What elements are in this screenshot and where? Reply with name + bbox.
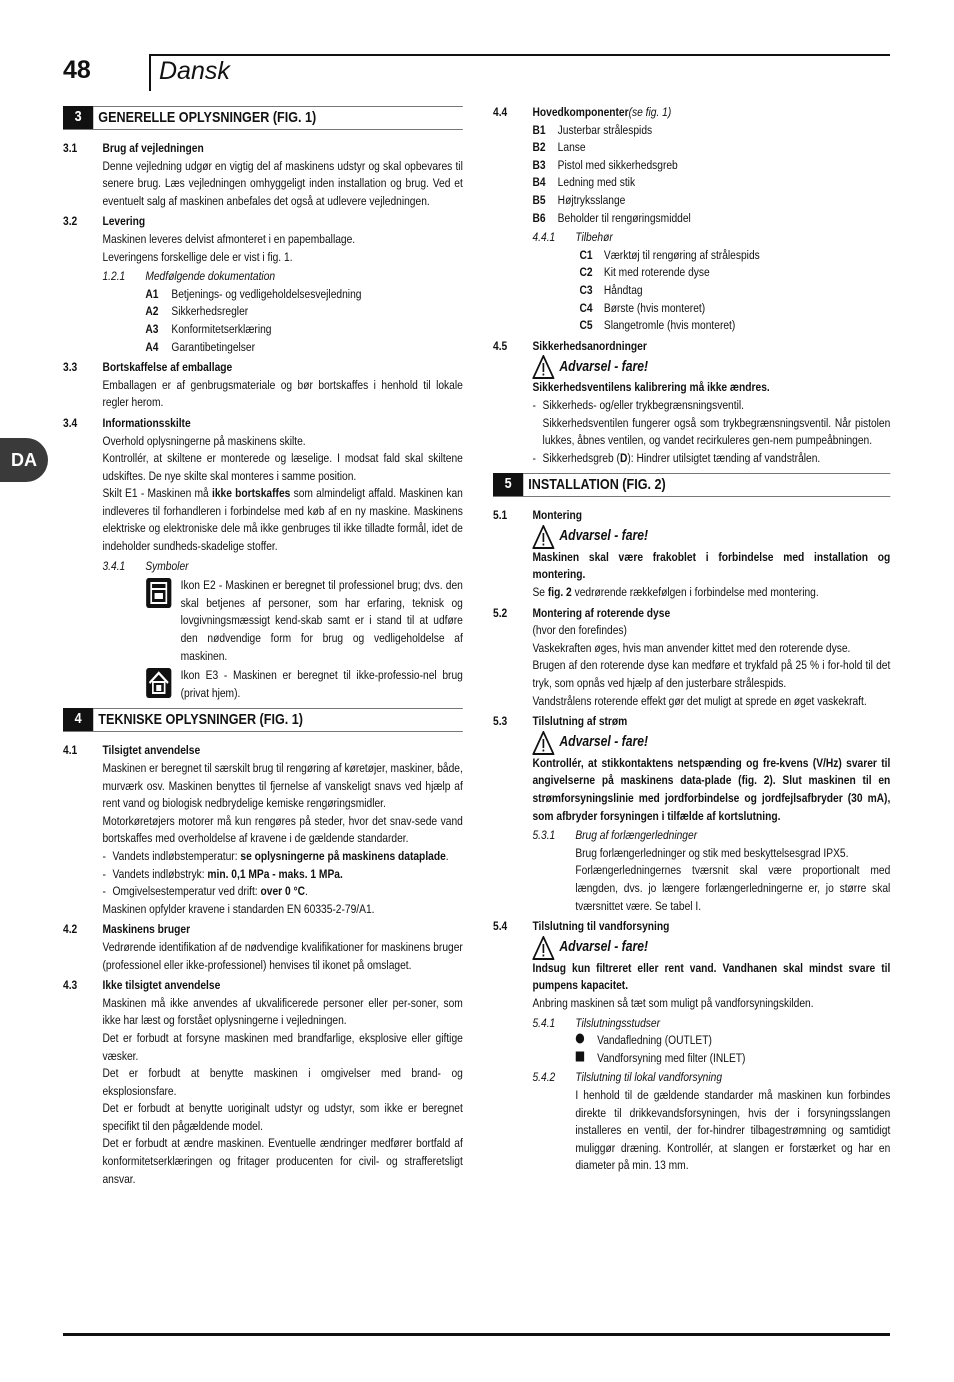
list-item: B5 Højtryksslange bbox=[532, 192, 626, 207]
heading-4-1: 4.1 Tilsigtet anvendelse bbox=[63, 743, 201, 758]
section-3-header: 3 GENERELLE OPLYSNINGER (FIG. 1) bbox=[63, 106, 463, 130]
paragraph: Vandstrålens roterende effekt gør det muligt at sprede en øget vaskekraft. bbox=[532, 693, 867, 708]
heading-5-4-2: 5.4.2 Tilslutning til lokal vandforsyning bbox=[532, 1070, 723, 1085]
paragraph: Det er forbudt at ændre maskinen. Eventuelle ændringer medfører bortfald af konformitetserklæringen og fritager producenten for civil- og strafferetsligt ansvar. bbox=[102, 1136, 463, 1186]
paragraph: Vedrørende identifikation af de nødvendige kvalifikationer for maskinens bruger (professionel eller ikke-professionel) henvises til ikonet på omslaget. bbox=[102, 939, 463, 972]
page-number: 48 bbox=[63, 56, 91, 84]
heading-4-4-1: 4.4.1 Tilbehør bbox=[532, 230, 613, 245]
bullet-item: - Vandets indløbstemperatur: se oplysningerne på maskinens dataplade. bbox=[102, 848, 449, 863]
home-use-icon bbox=[145, 667, 172, 699]
warning-icon bbox=[532, 936, 554, 960]
heading-1-2-1: 1.2.1 Medfølgende dokumentation bbox=[102, 269, 276, 284]
paragraph: Sikkerhedsventilen fungerer også som trykbegrænsningsventil. Når pistolen lukkes, åbnes ventilen, og vandet recirkuleres gen-nem pumpeåbningen. bbox=[542, 415, 891, 448]
paragraph: Brugen af den roterende dyse kan medføre et trykfald på 25 % i for-hold til det tryk, som opnås ved hjælp af den justerbare strålespids. bbox=[532, 658, 891, 691]
paragraph: Motorkøretøjers motorer må kun rengøres på steder, hvor det snav-sede vand bortskaffes med overholdelse af kravene i de gældende standarder. bbox=[102, 813, 463, 846]
paragraph: Se fig. 2 vedrørende rækkefølgen i forbindelse med montering. bbox=[532, 585, 819, 600]
paragraph: Leveringens forskellige dele er vist i fig. 1. bbox=[102, 249, 293, 264]
section-5-header: 5 INSTALLATION (FIG. 2) bbox=[493, 473, 890, 497]
section-4-header: 4 TEKNISKE OPLYSNINGER (FIG. 1) bbox=[63, 708, 463, 732]
bullet-item: - Omgivelsestemperatur ved drift: over 0 °C. bbox=[102, 884, 308, 899]
symbol-e2: Ikon E2 - Maskinen er beregnet til professionel brug; dvs. den skal betjenes af personer, som har erfaring, teknisk og lovgivningsmæssigt kend-skab samt er i stand til at udføre den nødvendige form for brug og vedligeholdelse af maskinen. bbox=[63, 577, 463, 665]
list-item: C2 Kit med roterende dyse bbox=[579, 265, 710, 280]
warning-icon bbox=[532, 355, 554, 379]
header-rule bbox=[149, 54, 890, 56]
symbol-e3: Ikon E3 - Maskinen er beregnet til ikke-professio-nel brug (privat hjem). bbox=[63, 667, 463, 702]
paragraph: (hvor den forefindes) bbox=[532, 623, 627, 638]
heading-3-4: 3.4 Informationsskilte bbox=[63, 415, 191, 430]
list-item: C1 Værktøj til rengøring af strålespids bbox=[579, 247, 760, 262]
heading-4-4: 4.4 Hovedkomponenter (se fig. 1) bbox=[493, 105, 672, 119]
paragraph: Skilt E1 - Maskinen må ikke bortskaffes som almindeligt affald. Maskinen kan indleveres til forhandleren i forbindelse med køb af en ny maskine. Maskinens elektriske og elektroniske dele må ikke genbruges til ikke tilladte formål, idet de indeholder sundheds-skadelige stoffer. bbox=[102, 486, 463, 554]
circle-bullet-icon bbox=[575, 1033, 584, 1044]
paragraph: Brug forlængerledninger og stik med beskyttelsesgrad IPX5. bbox=[575, 845, 849, 860]
paragraph: Maskinen må ikke anvendes af ukvalificerede personer eller per-soner, som ikke har læst og forstået oplysningerne i vejledningen. bbox=[102, 995, 463, 1028]
paragraph: Det er forbudt at benytte uoriginalt udstyr og udstyr, som ikke er beregnet specifikt til den pågældende model. bbox=[102, 1101, 463, 1133]
warning-icon bbox=[532, 731, 554, 755]
footer-rule bbox=[63, 1333, 890, 1336]
paragraph: Kontrollér, at skiltene er monterede og læselige. I modsat fald skal skiltene udskiftes. De nye skilte skal monteres i samme position. bbox=[102, 451, 463, 483]
list-item: A4 Garantibetingelser bbox=[145, 339, 256, 354]
warning-block: Advarsel - fare! Kontrollér, at stikkontaktens netspænding og fre-kvens (V/Hz) svarer til angivelserne på maskinens data-plade (fig. 2). Slut maskinen til en strømforsyningslinie med jordforbindelse og jordfejlsafbryder (30 mA), som afbryder forsyningen i tilfælde af kortslutning. bbox=[493, 731, 890, 825]
list-item: C4 Børste (hvis monteret) bbox=[579, 300, 706, 315]
paragraph: Maskinen opfylder kravene i standarden EN 60335-2-79/A1. bbox=[102, 901, 375, 916]
paragraph: I henhold til de gældende standarder må maskinen kun forbindes direkte til drikkevandsforsyningen, hvis der i forsyningsslangen installeres en ventil, der for-hindrer tilbagestrømning og samtidigt muliggør dræning. Kontrollér, at slangen er forstærket og har en diameter på min. 13 mm. bbox=[575, 1087, 891, 1173]
heading-4-3: 4.3 Ikke tilsigtet anvendelse bbox=[63, 978, 221, 993]
paragraph: Maskinen leveres delvist afmonteret i en papemballage. bbox=[102, 231, 356, 246]
square-bullet-icon bbox=[575, 1051, 584, 1062]
heading-5-3: 5.3 Tilslutning af strøm bbox=[493, 714, 628, 729]
heading-3-1: 3.1 Brug af vejledningen bbox=[63, 141, 204, 155]
bullet-item: - Vandets indløbstryk: min. 0,1 MPa - maks. 1 MPa. bbox=[102, 866, 343, 881]
heading-5-4: 5.4 Tilslutning til vandforsyning bbox=[493, 919, 670, 934]
list-item: B1 Justerbar strålespids bbox=[532, 122, 653, 137]
heading-3-3: 3.3 Bortskaffelse af emballage bbox=[63, 360, 233, 375]
inlet-item: Vandforsyning med filter (INLET) bbox=[493, 1050, 890, 1068]
paragraph: Overhold oplysningerne på maskinens skilte. bbox=[102, 433, 306, 448]
heading-3-4-1: 3.4.1 Symboler bbox=[102, 558, 189, 573]
language-tab: DA bbox=[0, 438, 48, 482]
professional-machine-icon bbox=[145, 577, 172, 609]
list-item: A2 Sikkerhedsregler bbox=[145, 304, 249, 319]
list-item: B4 Ledning med stik bbox=[532, 175, 636, 190]
language-title: Dansk bbox=[159, 57, 230, 85]
warning-icon bbox=[532, 525, 554, 549]
heading-5-3-1: 5.3.1 Brug af forlængerledninger bbox=[532, 828, 698, 843]
list-item: A1 Betjenings- og vedligeholdelsesvejledning bbox=[145, 286, 362, 301]
right-column bbox=[493, 101, 890, 1175]
header-divider bbox=[149, 54, 151, 91]
paragraph: Det er forbudt at forsyne maskinen med brandfarlige, eksplosive eller giftige væsker. bbox=[102, 1030, 463, 1063]
warning-block: Advarsel - fare! Maskinen skal være frakoblet i forbindelse med installation og montering. bbox=[493, 525, 890, 584]
heading-4-5: 4.5 Sikkerhedsanordninger bbox=[493, 338, 647, 353]
paragraph: Det er forbudt at benytte maskinen i omgivelser med brand- og eksplosionsfare. bbox=[102, 1066, 463, 1098]
list-item: A3 Konformitetserklæring bbox=[145, 321, 272, 336]
paragraph: Forlængerledningernes tværsnit skal være proportionalt med længden, dvs. jo længere forlængerledningerne er, jo større skal tværsnittet være. Se tabel I. bbox=[575, 863, 891, 913]
paragraph: Anbring maskinen så tæt som muligt på vandforsyningskilden. bbox=[532, 995, 814, 1010]
warning-block: Advarsel - fare! Indsug kun filtreret eller rent vand. Vandhanen skal mindst svare til pumpens kapacitet. Anbring maskinen så tæt som muligt på vandforsyningskilden. bbox=[493, 936, 890, 1013]
paragraph: Vaskekraften øges, hvis man anvender kittet med den roterende dyse. bbox=[532, 640, 851, 655]
outlet-item: Vandafledning (OUTLET) bbox=[493, 1032, 890, 1050]
list-item: C5 Slangetromle (hvis monteret) bbox=[579, 318, 736, 333]
heading-5-4-1: 5.4.1 Tilslutningsstudser bbox=[532, 1015, 661, 1030]
list-item: C3 Håndtag bbox=[579, 282, 643, 297]
bullet-item: - Sikkerheds- og/eller trykbegrænsningsventil. bbox=[532, 397, 745, 412]
paragraph: Emballagen er af genbrugsmateriale og bør bortskaffes i henhold til lokale regler herom. bbox=[102, 377, 463, 410]
heading-5-1: 5.1 Montering bbox=[493, 508, 582, 523]
heading-3-2: 3.2 Levering bbox=[63, 214, 146, 229]
bullet-item: - Sikkerhedsgreb (D): Hindrer utilsigtet tænding af vandstrålen. bbox=[532, 450, 821, 465]
warning-block: Advarsel - fare! Sikkerhedsventilens kalibrering må ikke ændres. bbox=[493, 355, 890, 397]
heading-4-2: 4.2 Maskinens bruger bbox=[63, 922, 191, 937]
list-item: B3 Pistol med sikkerhedsgreb bbox=[532, 157, 678, 172]
left-column bbox=[63, 104, 463, 1188]
list-item: B6 Beholder til rengøringsmiddel bbox=[532, 210, 691, 225]
paragraph: Denne vejledning udgør en vigtig del af maskinens udstyr og skal opbevares til senere brug. Læs vejledningen omhyggeligt inden installation og brug. Ved et eventuelt salg af maskinen anbefales det også at udlevere vejledningen. bbox=[102, 158, 463, 208]
heading-5-2: 5.2 Montering af roterende dyse bbox=[493, 605, 671, 620]
paragraph: Maskinen er beregnet til særskilt brug til rengøring af køretøjer, maskiner, både, murværk osv. Maskinen benyttes til fjernelse af vanskeligt snavs ved hjælp af rent vand og biologisk nedbrydelige kemiske rengøringsmidler. bbox=[102, 761, 463, 811]
list-item: B2 Lanse bbox=[532, 140, 586, 155]
